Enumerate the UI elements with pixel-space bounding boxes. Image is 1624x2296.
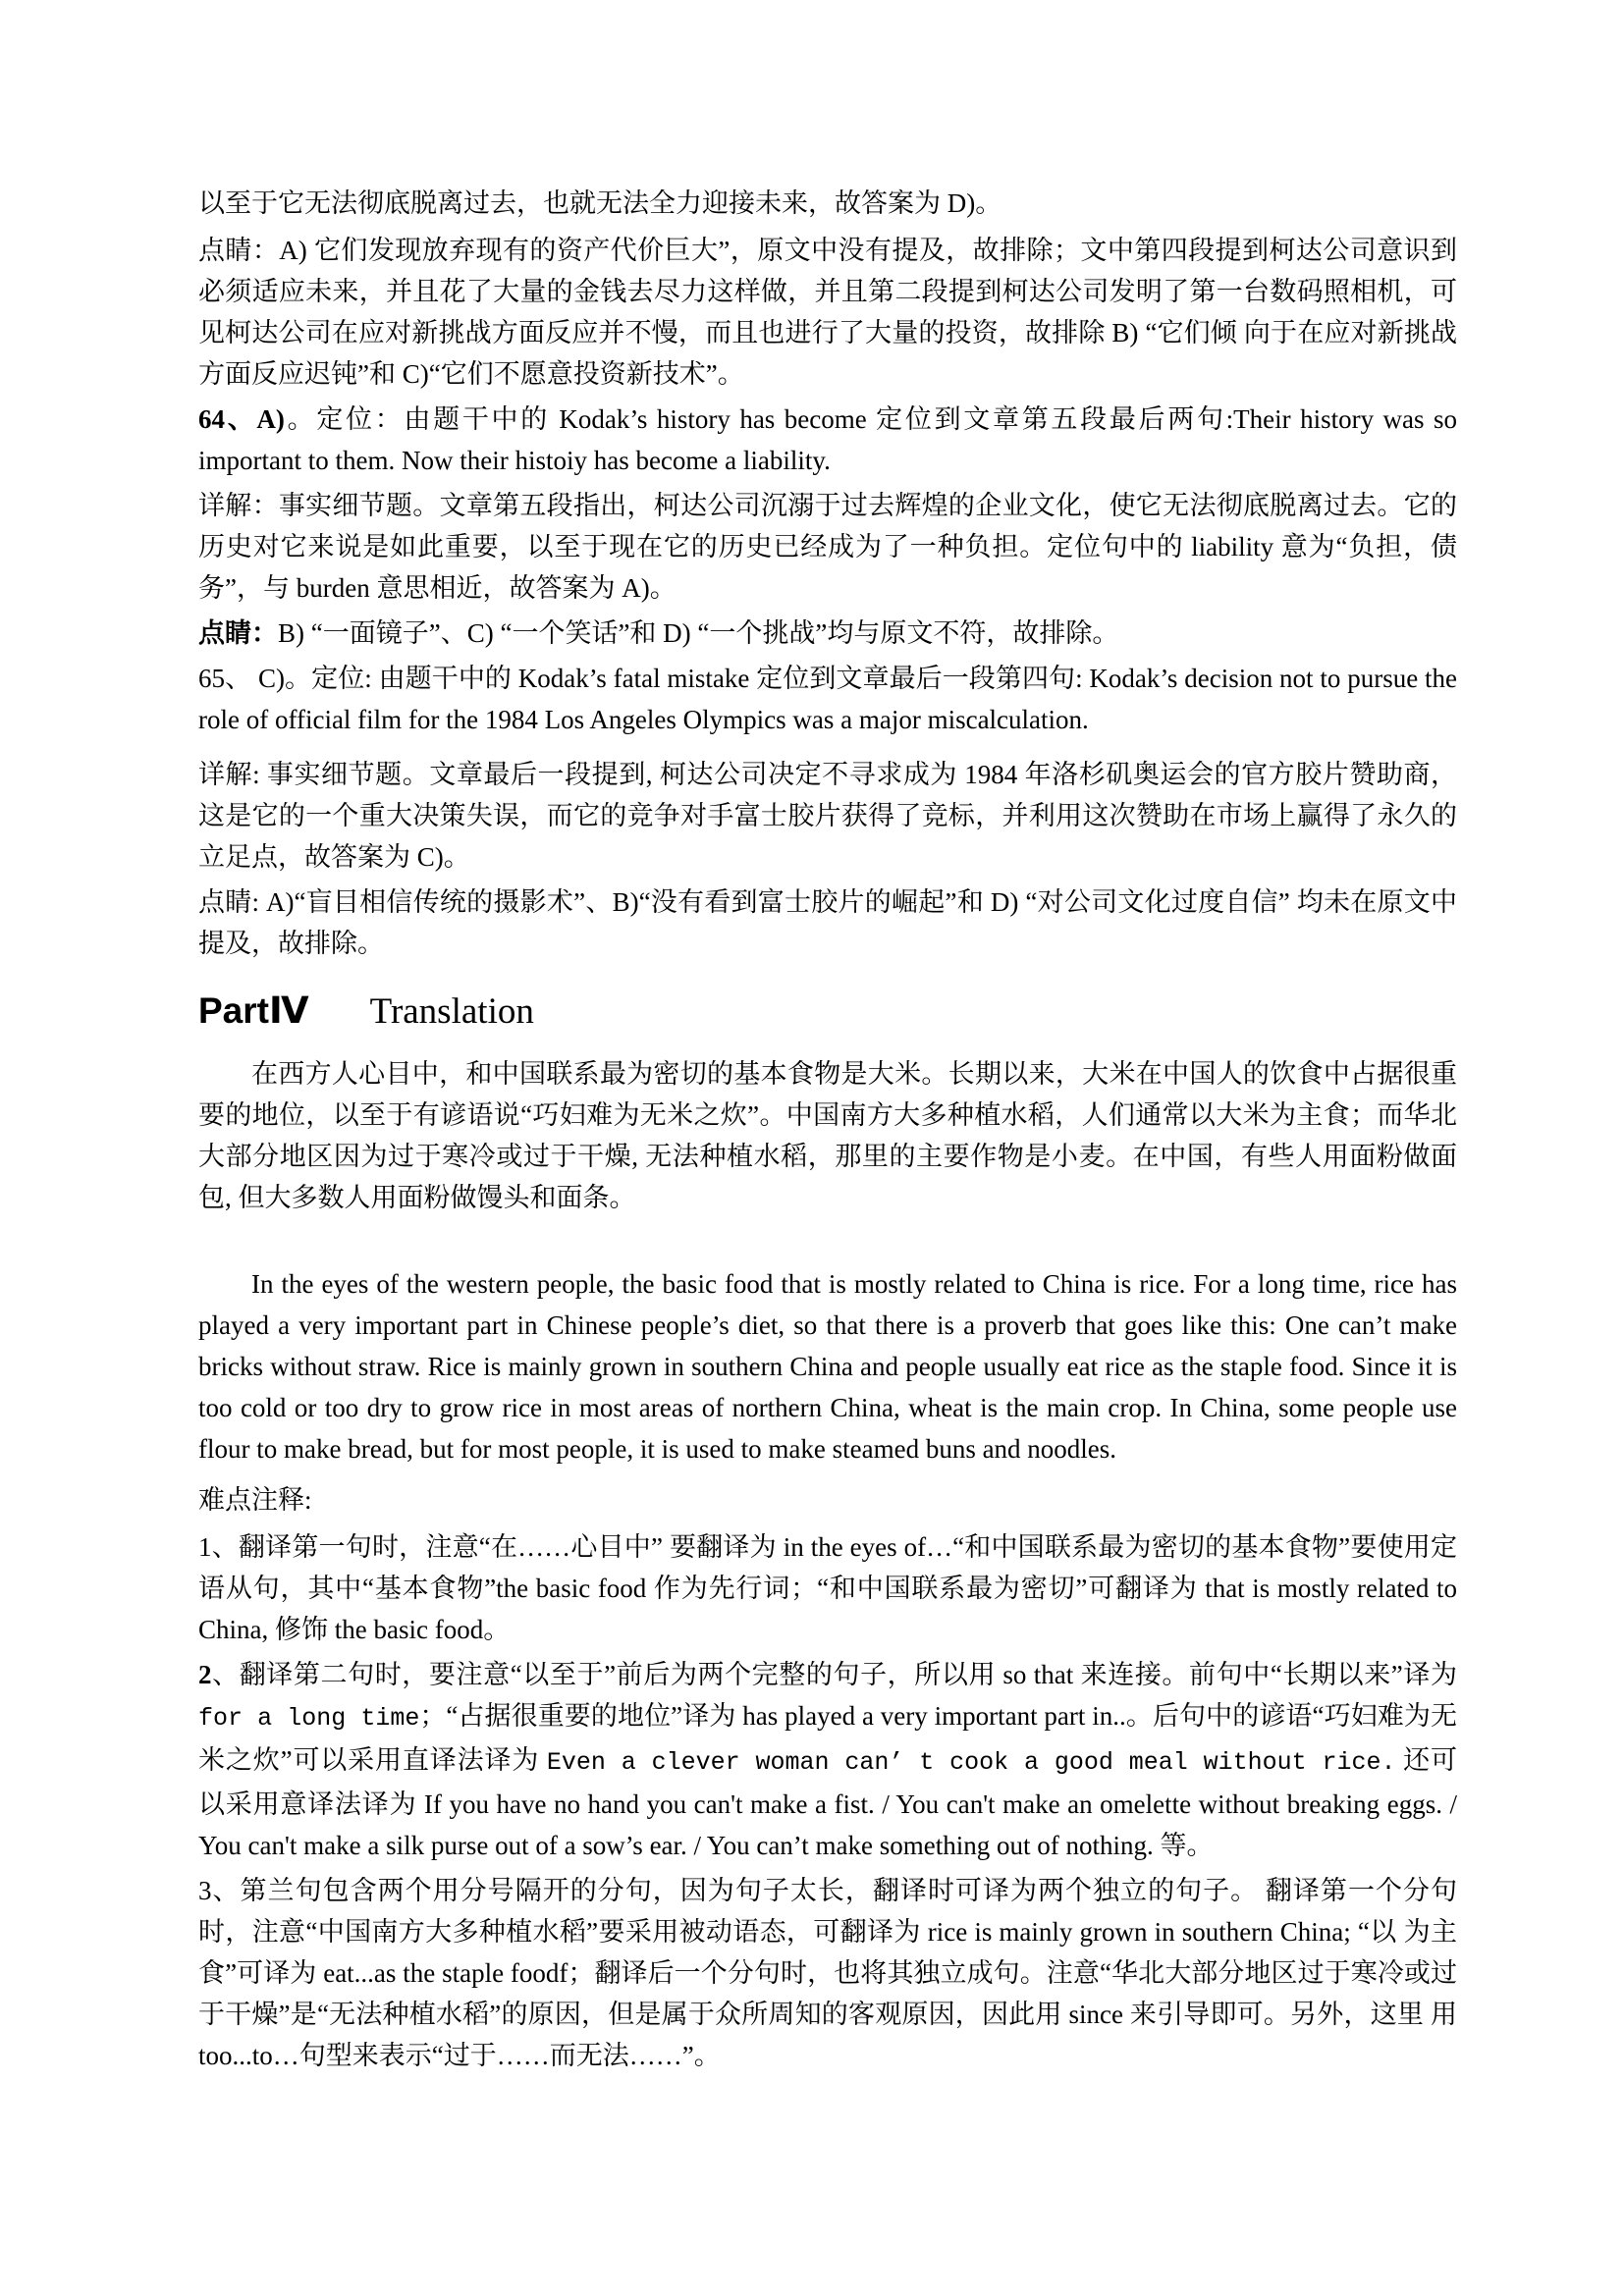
- paragraph-dianjing-64: [198, 613, 1457, 654]
- dianjing-64-label: 点睛：: [198, 618, 278, 648]
- paragraph-note-3: 3、第兰句包含两个用分号隔开的分句，因为句子太长，翻译时可译为两个独立的句子。 翻译第一个分句时，注意“中国南方大多种植水稻”要采用被动语态，可翻译为 rice is mainly grown in southern China; “以 为主食”可译为 eat...as the staple foodf；翻译后一个分句时，也将其独立成句。注意“华北大部分地区过于寒冷或过于干燥”是“无法种植水稻”的原因，但是属于众所周知的客观原因，因此用 since 来引导即可。另外，这里 用 too...to…句型来表示“过于……而无法……”。: [198, 1876, 1457, 2070]
- paragraph-dianjing-63: 点睛：A) 它们发现放弃现有的资产代价巨大”，原文中没有提及，故排除；文中第四段提到柯达公司意识到必须适应未来，并且花了大量的金钱去尽力这样做，并且第二段提到柯达公司发明了第一台数码照相机，可见柯达公司在应对新挑战方面反应并不慢，而且也进行了大量的投资，故排除 B) “它们倾 向于在应对新挑战方面反应迟钝”和 C)“它们不愿意投资新技术”。: [198, 236, 1457, 389]
- paragraph-notes-label: 难点注释:: [198, 1485, 312, 1515]
- note-2-mono-for-a-long-time: for a long time: [198, 1704, 420, 1733]
- q64-locate-text: 。定位：由题干中的 Kodak’s history has become 定位到文章第五段最后两句:Their history was so important to them. Now their histoiy has become a liability.: [198, 404, 1457, 475]
- paragraph-note-1: 1、翻译第一句时，注意“在……心目中” 要翻译为 in the eyes of…“和中国联系最为密切的基本食物”要使用定语从句，其中“基本食物”the basic food 作为先行词；“和中国联系最为密切”可翻译为 that is mostly related to China, 修饰 the basic food。: [198, 1532, 1457, 1644]
- paragraph-xiangjie-64: 详解：事实细节题。文章第五段指出，柯达公司沉溺于过去辉煌的企业文化，使它无法彻底脱离过去。它的历史对它来说是如此重要，以至于现在它的历史已经成为了一种负担。定位句中的 liability 意为“负担，债务”，与 burden 意思相近，故答案为 A)。: [198, 491, 1457, 603]
- paragraph-xiangjie-65: 详解: 事实细节题。文章最后一段提到, 柯达公司决定不寻求成为 1984 年洛杉矶奥运会的官方胶片赞助商，这是它的一个重大决策失误，而它的竞争对手富士胶片获得了竞标，并利用这次赞助在市场上赢得了永久的立足点，故答案为 C)。: [198, 760, 1457, 872]
- part4-label: PartⅣ: [198, 990, 309, 1031]
- paragraph-translation-english: In the eyes of the western people, the basic food that is mostly related to China is rice. For a long time, rice has played a very important part in Chinese people’s diet, so that there is a proverb that goes like this: One can’t make bricks without straw. Rice is mainly grown in southern China and people usually eat rice as the staple food. Since it is too cold or too dry to grow rice in most areas of northern China, wheat is the main crop. In China, some people use flour to make bread, but for most people, it is used to make steamed buns and noodles.: [198, 1269, 1457, 1464]
- section-heading-part4: [198, 988, 1457, 1036]
- note-2-number: 2: [198, 1660, 212, 1689]
- paragraph-note-2: [198, 1654, 1457, 1866]
- document-content: [198, 183, 1457, 2076]
- q64-answer-label: 64、A): [198, 404, 285, 434]
- paragraph-answer63-tail: 以至于它无法彻底脱离过去，也就无法全力迎接未来，故答案为 D)。: [198, 188, 1002, 218]
- paragraph-q65-locate: 65、 C)。定位: 由题干中的 Kodak’s fatal mistake 定位到文章最后一段第四句: Kodak’s decision not to pursue the role of official film for the 1984 Los Angeles Olympics was a major miscalculation.: [198, 664, 1457, 734]
- note-2-mono-proverb: Even a clever woman can’ t cook a good meal without rice.: [546, 1748, 1396, 1777]
- paragraph-q64-locate: [198, 399, 1457, 481]
- dianjing-64-text: B) “一面镜子”、C) “一个笑话”和 D) “一个挑战”均与原文不符，故排除。: [278, 618, 1119, 648]
- note-2-text-a: 、翻译第二句时，要注意“以至于”前后为两个完整的句子，所以用 so that 来连接。前句中“长期以来”译为: [211, 1660, 1457, 1689]
- paragraph-dianjing-65: 点睛: A)“盲目相信传统的摄影术”、B)“没有看到富士胶片的崛起”和 D) “对公司文化过度自信” 均未在原文中提及，故排除。: [198, 887, 1457, 958]
- note-2-text-b: ；“占据很重要的地位”译为 has played a very important part in..。后句中的谚语“巧妇难为无米之炊”可以采用直译法译为: [198, 1701, 1457, 1775]
- part4-title: Translation: [369, 991, 534, 1032]
- paragraph-translation-source-chinese: 在西方人心目中，和中国联系最为密切的基本食物是大米。长期以来，大米在中国人的饮食中占据很重要的地位，以至于有谚语说“巧妇难为无米之炊”。中国南方大多种植水稻，人们通常以大米为主食；而华北大部分地区因为过于寒冷或过于干燥, 无法种植水稻，那里的主要作物是小麦。在中国，有些人用面粉做面包, 但大多数人用面粉做馒头和面条。: [198, 1059, 1457, 1212]
- note-2-text-c: 还可以采用意译法译为 If you have no hand you can't make a fist. / You can't make an omelette without breaking eggs. / You can't make a silk purse out of a sow’s ear. / You can’t make something out of nothing. 等。: [198, 1745, 1458, 1860]
